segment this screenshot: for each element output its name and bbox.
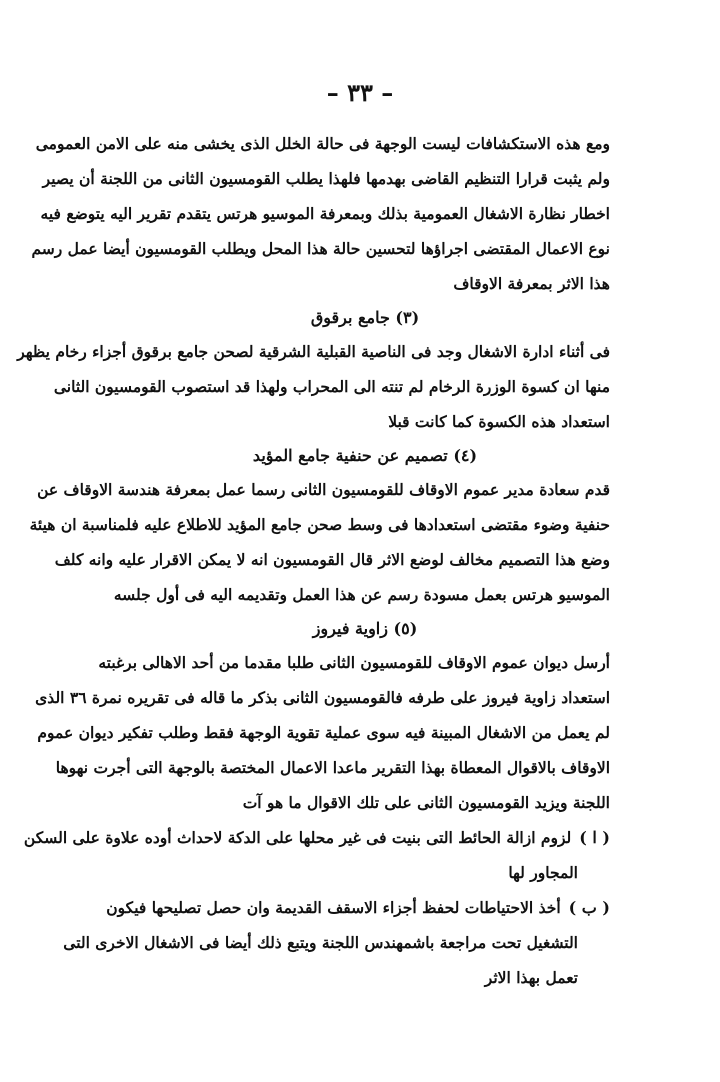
text-line: تعمل بهذا الاثر — [484, 968, 578, 987]
list-item — [63, 890, 610, 995]
text-line: استعداد هذه الكسوة كما كانت قبلا — [388, 412, 610, 431]
text-line: قدم سعادة مدير عموم الاوقاف للقومسيون الثانى رسما عمل بمعرفة هندسة الاوقاف عن — [37, 480, 610, 499]
section-jami-barquq — [17, 301, 610, 439]
text-line: فى أثناء ادارة الاشغال وجد فى الناصية القبلية الشرقية لصحن جامع برقوق أجزاء رخام يظهر — [17, 342, 610, 361]
text-line: اخطار نظارة الاشغال العمومية بذلك وبمعرفة الموسيو هرتس يتقدم تقرير اليه يتوضع فيه — [40, 204, 610, 223]
text-line: ولم يثبت قرارا التنظيم القاضى بهدمها فلهذا يطلب القومسيون الثانى من اللجنة أن يصير — [42, 169, 610, 188]
section-zawiya-fayruz — [23, 612, 610, 995]
intro-paragraph — [31, 126, 610, 301]
text-line: التشغيل تحت مراجعة باشمهندس اللجنة ويتبع ذلك أيضا فى الاشغال الاخرى التى — [63, 933, 578, 952]
text-line: أخذ الاحتياطات لحفظ أجزاء الاسقف القديمة وان حصل تصليحها فيكون — [106, 898, 561, 917]
text-line: الاوقاف بالاقوال المعطاة بهذا التقرير ماعدا الاعمال المختصة بالوجهة التى أجرت نهوها — [55, 758, 610, 777]
text-line: لزوم ازالة الحائط التى بنيت فى غير محلها على الدكة لاحداث أوده علاوة على السكن — [23, 828, 572, 847]
text-line: اللجنة ويزيد القومسيون الثانى على تلك الاقوال ما هو آت — [242, 793, 610, 812]
text-line: نوع الاعمال المقتضى اجراؤها لتحسين حالة هذا المحل ويطلب القومسيون أيضا عمل رسم — [31, 239, 610, 258]
list-item-first-line — [23, 820, 610, 855]
list-item-marker: ( ب ) — [568, 898, 610, 917]
text-line: أرسل ديوان عموم الاوقاف للقومسيون الثانى طلبا مقدما من أحد الاهالى برغبته — [98, 653, 610, 672]
text-line: الموسيو هرتس بعمل مسودة رسم عن هذا العمل وتقديمه اليه فى أول جلسه — [113, 585, 610, 604]
list-item — [23, 820, 610, 890]
text-line: حنفية وضوء مقتضى استعدادها فى وسط صحن جامع المؤيد للاطلاع عليه فلمناسبة ان هيئة — [29, 515, 610, 534]
text-line: هذا الاثر بمعرفة الاوقاف — [453, 274, 610, 293]
section-muayyad-fountain — [29, 439, 610, 612]
text-line: ومع هذه الاستكشافات ليست الوجهة فى حالة الخلل الذى يخشى منه على الامن العمومى — [35, 134, 610, 153]
text-line: منها ان كسوة الوزرة الرخام لم تنته الى المحراب ولهذا قد استصوب القومسيون الثانى — [53, 377, 610, 396]
text-line: استعداد زاوية فيروز على طرفه فالقومسيون الثانى بذكر ما قاله فى تقريره نمرة ٣٦ الذى — [35, 688, 610, 707]
document-body — [17, 126, 610, 995]
text-line: لم يعمل من الاشغال المبينة فيه سوى عملية تقوية الوجهة فقط وطلب تفكير ديوان عموم — [37, 723, 610, 742]
page-number: – ٣٣ – — [326, 78, 394, 107]
text-line: وضع هذا التصميم مخالف لوضع الاثر قال القومسيون انه لا يمكن الاقرار عليه وانه كلف — [54, 550, 610, 569]
text-line: المجاور لها — [508, 863, 578, 882]
section-heading: (٣) جامع برقوق — [310, 308, 420, 327]
section-heading: (٥) زاوية فيروز — [312, 619, 418, 638]
list-item-first-line — [106, 890, 610, 925]
list-item-marker: ( ا ) — [579, 828, 610, 847]
section-heading: (٤) تصميم عن حنفية جامع المؤيد — [252, 446, 478, 465]
